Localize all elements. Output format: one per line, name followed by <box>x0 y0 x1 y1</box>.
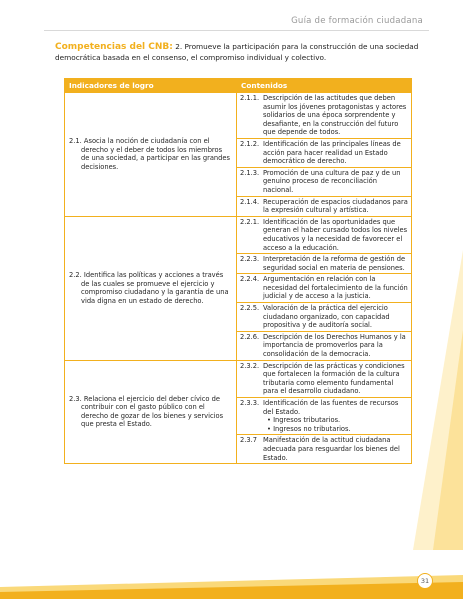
content-number: 2.1.3. <box>240 168 260 177</box>
bullet-icon: • <box>267 416 274 425</box>
content-text-block <box>263 399 408 433</box>
content-text-block <box>263 333 408 359</box>
table-row <box>65 93 412 139</box>
table-row <box>65 216 412 253</box>
content-cell <box>237 254 412 274</box>
content-cell <box>237 93 412 139</box>
content-cell <box>237 167 412 196</box>
content-cell <box>237 331 412 360</box>
header-contents: Contenidos <box>237 79 412 93</box>
decorative-shapes <box>403 250 463 550</box>
content-number: 2.3.2. <box>240 361 260 370</box>
content-cell <box>237 435 412 464</box>
content-cell <box>237 274 412 303</box>
content-number: 2.1.2. <box>240 139 260 148</box>
content-text: Descripción de los Derechos Humanos y la importancia de promoverlos para la consolidación de la democracia. <box>263 332 406 359</box>
running-header: Guía de formación ciudadana <box>291 16 423 26</box>
indicator-text: 2.2. Identifica las políticas y acciones a través de las cuales se promueve el ejercicio y compromiso ciudadano y la garantía de una vida digna en un estado de derecho. <box>69 270 229 305</box>
footer-stripes <box>0 573 463 599</box>
header-indicators: Indicadores de logro <box>65 79 237 93</box>
content-text: Identificación de las oportunidades que generan el haber cursado todos los niveles educativos y la necesidad de favorecer el acceso a la educación. <box>263 217 408 252</box>
content-number: 2.3.3. <box>240 399 260 407</box>
content-number: 2.2.3. <box>240 255 260 264</box>
content-cell <box>237 360 412 397</box>
content-text-block <box>263 436 408 462</box>
content-text-block <box>263 169 408 195</box>
content-text: Argumentación en relación con la necesidad del fortalecimiento de la función judicial y de acceso a la justicia. <box>263 275 408 301</box>
content-text: Valoración de la práctica del ejercicio ciudadano organizado, con capacidad propositiva y de auditoría social. <box>263 304 390 330</box>
competencies-lead: Competencias del CNB: <box>55 42 173 52</box>
content-text-block <box>263 255 408 272</box>
content-text: Manifestación de la actitud ciudadana adecuada para resguardar los bienes del Estado. <box>263 436 400 462</box>
content-text: Descripción de las prácticas y condiciones que fortalecen la formación de la cultura tributaria como elemento fundamental para el desarrollo ciudadano. <box>263 361 405 396</box>
content-cell <box>237 216 412 253</box>
indicator-cell <box>65 360 237 464</box>
bullet-text: Ingresos tributarios. <box>273 416 341 425</box>
content-number: 2.2.6. <box>240 332 260 341</box>
content-text: Interpretación de la reforma de gestión de seguridad social en materia de pensiones. <box>263 255 406 272</box>
content-text-block <box>263 362 408 396</box>
page-number: 31 <box>417 573 433 589</box>
content-number: 2.3.7 <box>240 436 258 445</box>
content-text: Recuperación de espacios ciudadanos para la expresión cultural y artística. <box>263 197 408 215</box>
content-text: Identificación de las fuentes de recursos del Estado. <box>263 399 399 416</box>
content-bullet <box>263 425 408 434</box>
content-cell <box>237 138 412 167</box>
bullet-text: Ingresos no tributarios. <box>273 424 351 433</box>
content-cell <box>237 398 412 435</box>
indicator-text: 2.3. Relaciona el ejercicio del deber cívico de contribuir con el gasto público con el derecho de gozar de los bienes y servicios que presta el Estado. <box>69 394 224 429</box>
header-divider <box>44 30 429 31</box>
content-text-block <box>263 140 408 166</box>
content-text-block <box>263 275 408 301</box>
bullet-icon: • <box>267 424 274 433</box>
indicator-cell <box>65 216 237 360</box>
content-text-block <box>263 304 408 330</box>
content-number: 2.1.1. <box>240 94 260 102</box>
content-text-block <box>263 198 408 215</box>
content-number: 2.2.4. <box>240 275 260 284</box>
achievement-table <box>64 78 412 464</box>
content-text: Identificación de las principales líneas de acción para hacer realidad un Estado democrático de derecho. <box>263 139 401 166</box>
competencies-text: 2. Promueve la participación para la construcción de una sociedad democrática basada en el consenso, el compromiso individual y colectivo. <box>55 42 419 62</box>
content-text-block <box>263 94 408 137</box>
content-cell <box>237 303 412 332</box>
footer-band <box>0 573 463 599</box>
indicator-text: 2.1. Asocia la noción de ciudadanía con el derecho y el deber de todos los miembros de una sociedad, a participar en las grandes decisiones. <box>69 137 231 171</box>
content-number: 2.2.1. <box>240 217 260 226</box>
content-text: Descripción de las actitudes que deben asumir los jóvenes protagonistas y actores solidarios de una época sorprendente y desafiante, en la construcción del futuro que depende de todos. <box>263 94 407 137</box>
content-number: 2.1.4. <box>240 197 260 206</box>
content-cell <box>237 196 412 216</box>
content-bullet <box>263 416 408 425</box>
indicator-cell <box>65 93 237 217</box>
content-text-block <box>263 218 408 252</box>
table-row <box>65 360 412 397</box>
content-text: Promoción de una cultura de paz y de un genuino proceso de reconciliación nacional. <box>263 168 401 194</box>
content-number: 2.2.5. <box>240 304 260 313</box>
competencies-intro <box>55 42 421 62</box>
